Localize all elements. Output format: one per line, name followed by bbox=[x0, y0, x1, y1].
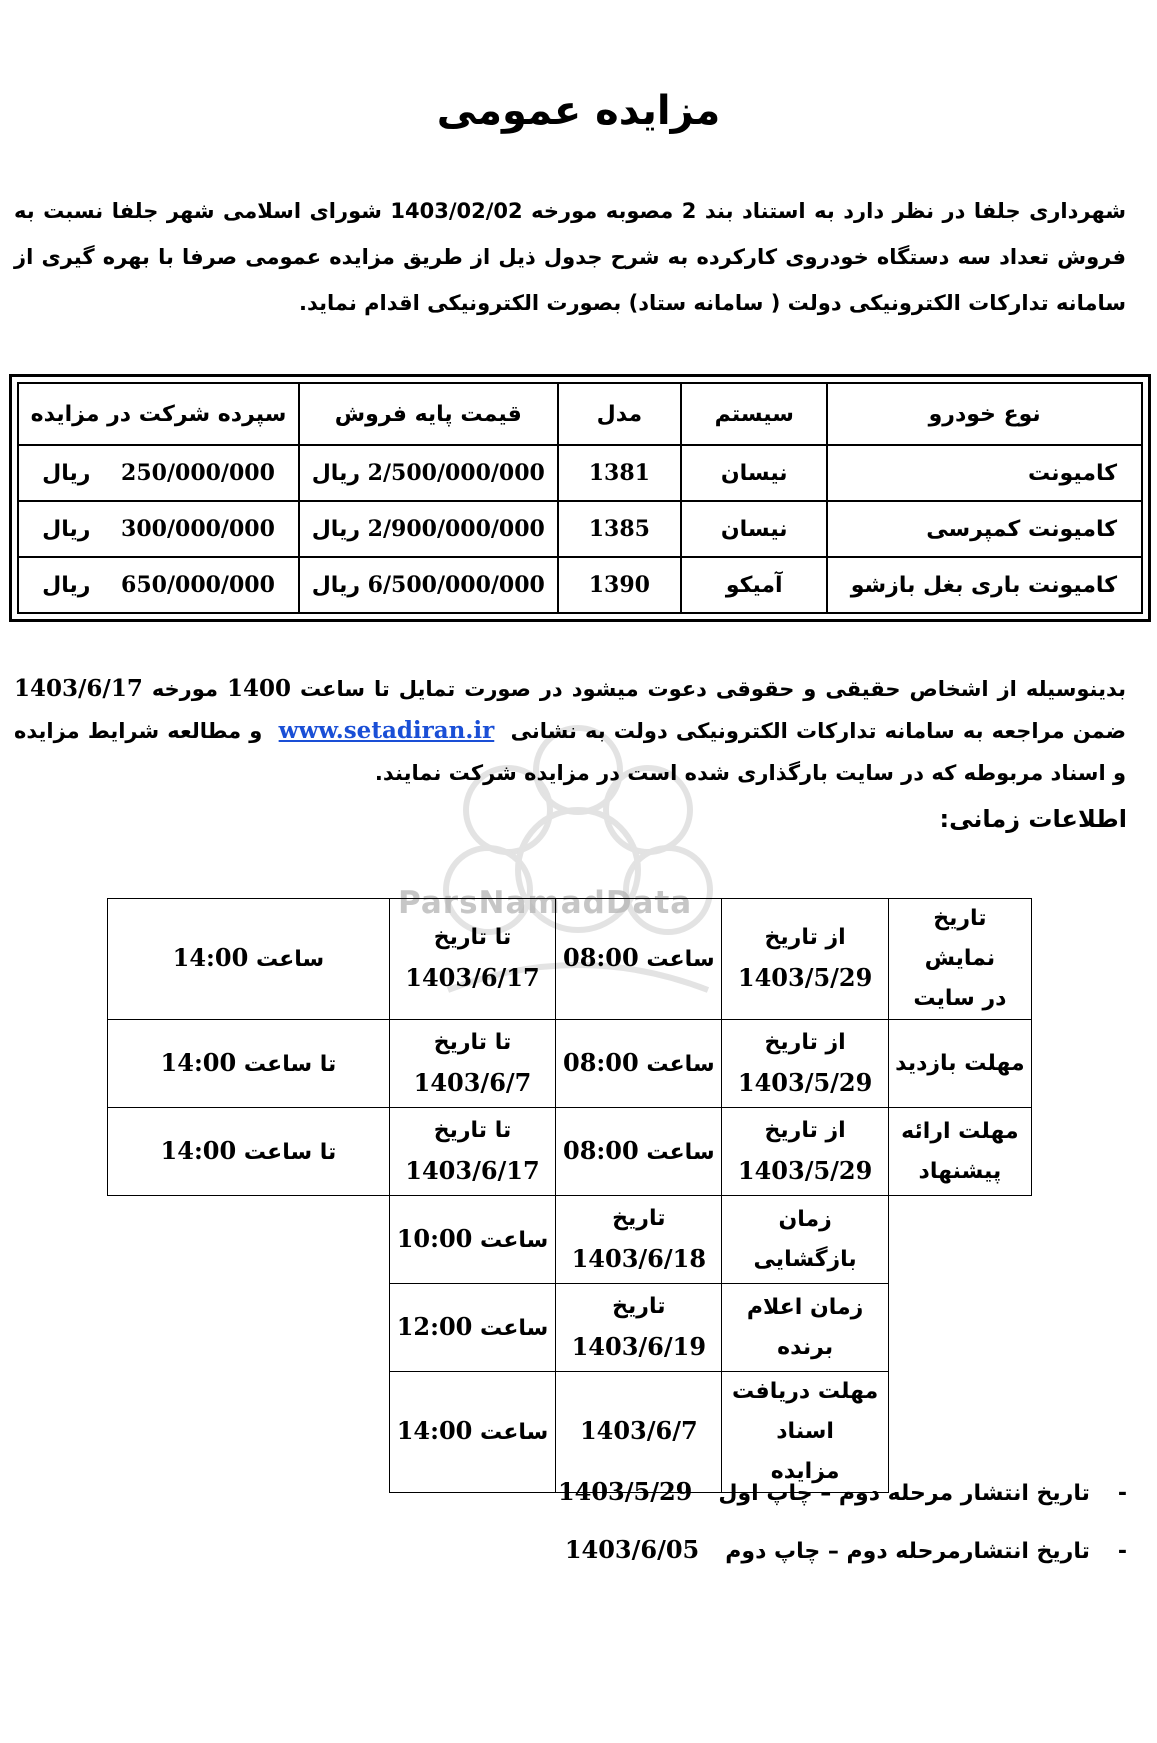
schedule-to-time: ساعت 14:00 bbox=[108, 899, 390, 1020]
schedule-time: ساعت 12:00 bbox=[389, 1284, 555, 1372]
vehicles-table-frame bbox=[9, 374, 1151, 622]
schedule-to-date: تا تاریخ 1403/6/17 bbox=[389, 1108, 555, 1196]
schedule-row-docs bbox=[108, 1372, 1032, 1493]
schedule-date: تاریخ 1403/6/18 bbox=[556, 1196, 722, 1284]
schedule-label: مهلت بازدید bbox=[888, 1020, 1031, 1108]
vehicle-base-price: 2/500/000/000 ریال bbox=[299, 445, 558, 501]
schedule-label: تاریخ نمایش در سایت bbox=[888, 899, 1031, 1020]
table-header-row bbox=[18, 383, 1142, 445]
schedule-from-time: ساعت 08:00 bbox=[556, 899, 722, 1020]
schedule-from-date: از تاریخ 1403/5/29 bbox=[722, 899, 888, 1020]
schedule-row-display bbox=[108, 899, 1032, 1020]
intro-paragraph: شهرداری جلفا در نظر دارد به استناد بند 2 مصوبه مورخه 1403/02/02 شورای اسلامی شهر جلفا نسبت به فروش تعداد سه دستگاه خودروی کارکرده به شرح جدول ذیل از طریق مزایده عمومی صرفا با بهره گیری از سامانه تدارکات الکترونیکی دولت ( سامانه ستاد) بصورت الکترونیکی اقدام نماید. bbox=[14, 199, 1126, 315]
deadline-hour: 1400 bbox=[226, 675, 291, 702]
vehicle-base-price: 2/900/000/000 ریال bbox=[299, 501, 558, 557]
schedule-to-date: تا تاریخ 1403/6/17 bbox=[389, 899, 555, 1020]
schedule-row-winner bbox=[108, 1284, 1032, 1372]
header-deposit: سپرده شرکت در مزایده bbox=[18, 383, 299, 445]
publication-line-1: -تاریخ انتشار مرحله دوم – چاپ اول1403/5/29 bbox=[557, 1477, 1127, 1506]
schedule-label: زمان بازگشایی bbox=[722, 1196, 888, 1284]
table-row bbox=[18, 501, 1142, 557]
vehicle-system: نیسان bbox=[681, 501, 827, 557]
schedule-from-time: ساعت 08:00 bbox=[556, 1108, 722, 1196]
header-vehicle-type: نوع خودرو bbox=[827, 383, 1142, 445]
page-title: مزایده عمومی bbox=[436, 88, 721, 134]
header-model: مدل bbox=[558, 383, 682, 445]
schedule-time: ساعت 14:00 bbox=[389, 1372, 555, 1493]
vehicle-type: کامیونت کمپرسی bbox=[827, 501, 1142, 557]
schedule-row-opening bbox=[108, 1196, 1032, 1284]
table-row bbox=[18, 445, 1142, 501]
schedule-to-time: تا ساعت 14:00 bbox=[108, 1020, 390, 1108]
schedule-row-visit bbox=[108, 1020, 1032, 1108]
schedule-label: مهلت ارائه پیشنهاد bbox=[888, 1108, 1031, 1196]
schedule-from-date: از تاریخ 1403/5/29 bbox=[722, 1108, 888, 1196]
schedule-from-time: ساعت 08:00 bbox=[556, 1020, 722, 1108]
schedule-row-proposal bbox=[108, 1108, 1032, 1196]
publication-line-2: -تاریخ انتشارمرحله دوم – چاپ دوم1403/6/05 bbox=[564, 1535, 1127, 1564]
schedule-to-time: تا ساعت 14:00 bbox=[108, 1108, 390, 1196]
vehicle-type: کامیونت باری بغل بازشو bbox=[827, 557, 1142, 613]
invitation-paragraph: بدینوسیله از اشخاص حقیقی و حقوقی دعوت میشود در صورت تمایل تا ساعت 1400 مورخه 1403/6/17 ضمن مراجعه به سامانه تدارکات الکترونیکی دولت به نشانی www.setadiran.ir و مطالعه شرایط مزایده و اسناد مربوطه که در سایت بارگذاری شده است در مزایده شرکت نمایند. bbox=[14, 675, 1127, 785]
vehicle-model: 1385 bbox=[558, 501, 682, 557]
watermark-text: ParsNamadData bbox=[398, 885, 693, 921]
vehicle-model: 1381 bbox=[558, 445, 682, 501]
header-system: سیستم bbox=[681, 383, 827, 445]
schedule-time: ساعت 10:00 bbox=[389, 1196, 555, 1284]
schedule-from-date: از تاریخ 1403/5/29 bbox=[722, 1020, 888, 1108]
schedule-label: زمان اعلام برنده bbox=[722, 1284, 888, 1372]
schedule-date: تاریخ 1403/6/19 bbox=[556, 1284, 722, 1372]
vehicle-system: آمیکو bbox=[681, 557, 827, 613]
timing-heading: اطلاعات زمانی: bbox=[939, 805, 1127, 833]
vehicle-model: 1390 bbox=[558, 557, 682, 613]
schedule-table bbox=[107, 898, 1032, 1493]
vehicles-table bbox=[17, 382, 1143, 614]
header-base-price: قیمت پایه فروش bbox=[299, 383, 558, 445]
vehicle-deposit: 650/000/000 ریال bbox=[18, 557, 299, 613]
vehicle-deposit: 300/000/000 ریال bbox=[18, 501, 299, 557]
vehicle-system: نیسان bbox=[681, 445, 827, 501]
schedule-date: 1403/6/7 bbox=[556, 1372, 722, 1493]
table-row bbox=[18, 557, 1142, 613]
setadiran-link[interactable]: www.setadiran.ir bbox=[278, 717, 495, 744]
vehicle-type: کامیونت bbox=[827, 445, 1142, 501]
vehicle-deposit: 250/000/000 ریال bbox=[18, 445, 299, 501]
vehicle-base-price: 6/500/000/000 ریال bbox=[299, 557, 558, 613]
schedule-label: مهلت دریافت اسناد مزایده bbox=[722, 1372, 888, 1493]
deadline-date: 1403/6/17 bbox=[14, 675, 143, 702]
schedule-to-date: تا تاریخ 1403/6/7 bbox=[389, 1020, 555, 1108]
